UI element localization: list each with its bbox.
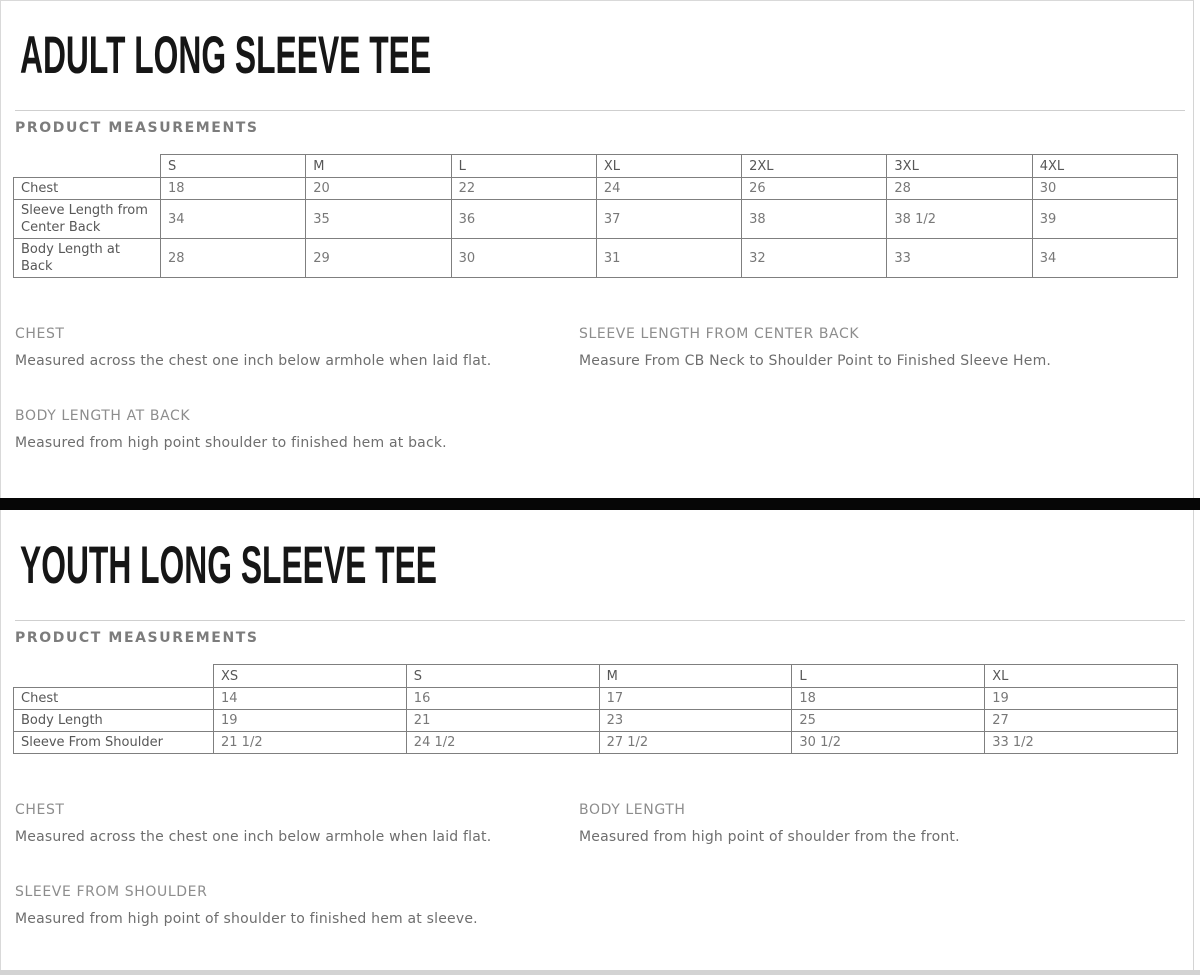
measurement-value-cell: 26 — [742, 178, 887, 200]
size-header-cell: S — [161, 155, 306, 178]
measurement-value-cell: 36 — [451, 200, 596, 239]
product-measurements-label: PRODUCT MEASUREMENTS — [15, 630, 259, 646]
measurement-value-cell: 37 — [596, 200, 741, 239]
measurement-value-cell: 14 — [214, 688, 407, 710]
measurement-label-cell: Sleeve From Shoulder — [14, 732, 214, 754]
note-heading: SLEEVE FROM SHOULDER — [15, 884, 208, 900]
size-header-cell: M — [599, 665, 792, 688]
measurement-value-cell: 32 — [742, 239, 887, 278]
size-header-cell: 3XL — [887, 155, 1032, 178]
measurement-value-cell: 27 — [985, 710, 1178, 732]
product-measurements-label: PRODUCT MEASUREMENTS — [15, 120, 259, 136]
measurement-value-cell: 19 — [214, 710, 407, 732]
measurement-label-cell: Sleeve Length from Center Back — [14, 200, 161, 239]
measurement-value-cell: 21 1/2 — [214, 732, 407, 754]
size-header-cell: L — [792, 665, 985, 688]
youth-section-title: YOUTH LONG SLEEVE TEE — [20, 536, 437, 595]
note-text: Measured from high point of shoulder from the front. — [579, 829, 960, 845]
note-heading: BODY LENGTH AT BACK — [15, 408, 191, 424]
measurement-value-cell: 38 1/2 — [887, 200, 1032, 239]
note-heading: SLEEVE LENGTH FROM CENTER BACK — [579, 326, 860, 342]
measurement-value-cell: 31 — [596, 239, 741, 278]
size-header-cell: S — [406, 665, 599, 688]
note-text: Measured from high point shoulder to finished hem at back. — [15, 435, 447, 451]
measurement-value-cell: 22 — [451, 178, 596, 200]
measurement-value-cell: 21 — [406, 710, 599, 732]
measurement-value-cell: 30 — [451, 239, 596, 278]
measurement-value-cell: 34 — [1032, 239, 1177, 278]
note-text: Measure From CB Neck to Shoulder Point to Finished Sleeve Hem. — [579, 353, 1052, 369]
size-header-cell: XL — [985, 665, 1178, 688]
size-header-cell: 4XL — [1032, 155, 1177, 178]
measurement-value-cell: 23 — [599, 710, 792, 732]
note-heading: BODY LENGTH — [579, 802, 686, 818]
measurement-value-cell: 18 — [792, 688, 985, 710]
note-text: Measured across the chest one inch below armhole when laid flat. — [15, 353, 492, 369]
measurement-value-cell: 16 — [406, 688, 599, 710]
adult-section-title: ADULT LONG SLEEVE TEE — [20, 26, 432, 85]
size-header-cell: L — [451, 155, 596, 178]
measurement-value-cell: 28 — [161, 239, 306, 278]
measurement-value-cell: 29 — [306, 239, 451, 278]
size-header-cell: XL — [596, 155, 741, 178]
measurement-value-cell: 38 — [742, 200, 887, 239]
note-text: Measured across the chest one inch below armhole when laid flat. — [15, 829, 492, 845]
measurement-label-cell: Body Length — [14, 710, 214, 732]
size-header-cell: XS — [214, 665, 407, 688]
note-heading: CHEST — [15, 802, 65, 818]
measurement-value-cell: 25 — [792, 710, 985, 732]
size-header-cell: M — [306, 155, 451, 178]
measurement-value-cell: 24 1/2 — [406, 732, 599, 754]
measurement-value-cell: 35 — [306, 200, 451, 239]
section-divider-bar — [0, 498, 1200, 510]
measurement-value-cell: 27 1/2 — [599, 732, 792, 754]
measurement-label-cell: Chest — [14, 178, 161, 200]
measurement-value-cell: 24 — [596, 178, 741, 200]
measurement-value-cell: 33 1/2 — [985, 732, 1178, 754]
measurement-value-cell: 30 1/2 — [792, 732, 985, 754]
note-text: Measured from high point of shoulder to finished hem at sleeve. — [15, 911, 478, 927]
measurement-value-cell: 39 — [1032, 200, 1177, 239]
measurement-value-cell: 17 — [599, 688, 792, 710]
measurement-value-cell: 34 — [161, 200, 306, 239]
measurement-label-cell: Body Length at Back — [14, 239, 161, 278]
measurement-label-cell: Chest — [14, 688, 214, 710]
note-heading: CHEST — [15, 326, 65, 342]
measurement-value-cell: 19 — [985, 688, 1178, 710]
measurement-value-cell: 18 — [161, 178, 306, 200]
measurement-value-cell: 20 — [306, 178, 451, 200]
size-header-cell: 2XL — [742, 155, 887, 178]
bottom-edge-bar — [0, 970, 1200, 975]
measurement-value-cell: 33 — [887, 239, 1032, 278]
measurement-value-cell: 30 — [1032, 178, 1177, 200]
measurement-value-cell: 28 — [887, 178, 1032, 200]
